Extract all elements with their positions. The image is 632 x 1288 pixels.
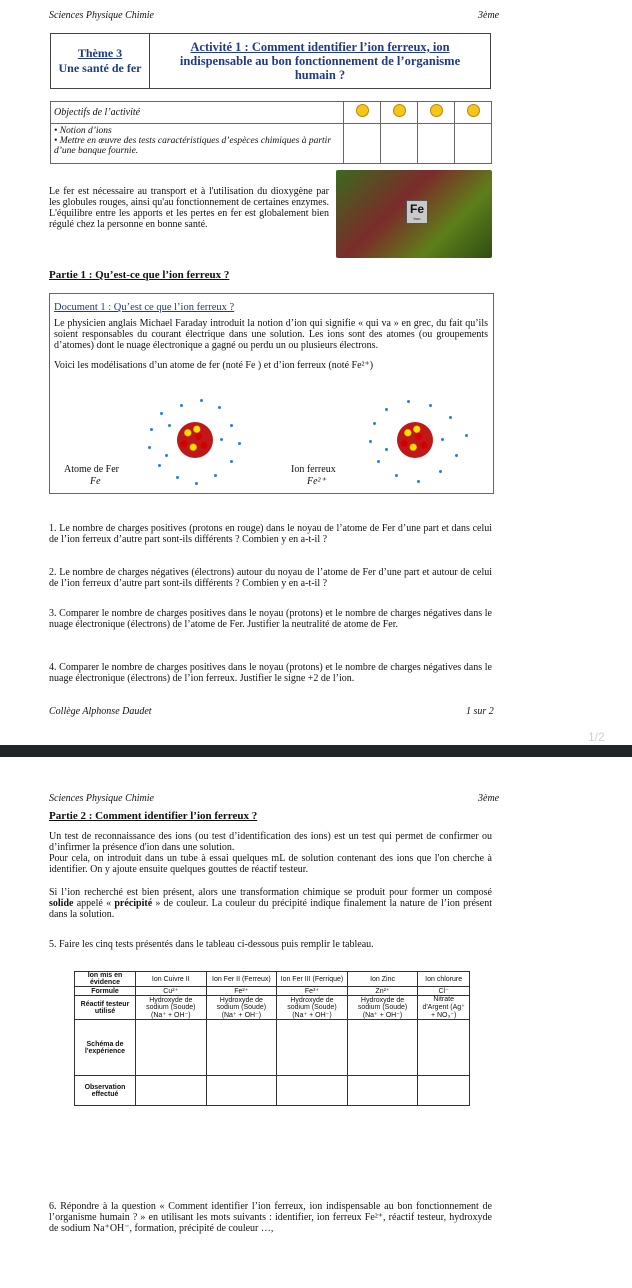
page-counter: 1/2	[588, 730, 605, 744]
electron	[429, 404, 432, 407]
cell-schema-empty[interactable]	[418, 1020, 470, 1076]
question-3: 3. Comparer le nombre de charges positives dans le noyau (protons) et le nombre de charges négatives dans le nuage électronique (électrons) de l’atome de Fer. Justifier la neutralité de atome de Fer.	[49, 608, 492, 630]
smile-smiley-icon	[393, 104, 406, 117]
activity-title-cell	[150, 34, 491, 89]
theme-subtitle: Une santé de fer	[58, 61, 142, 75]
sad-smiley-icon	[467, 104, 480, 117]
question-2: 2. Le nombre de charges négatives (électrons) autour du noyau de l’atome de Fer d’une part et autour de celui de l’ion ferreux d’autre part sont-ils différents ? Combien y en a-t-il ?	[49, 567, 492, 589]
page1-header-right: 3ème	[478, 10, 500, 21]
electron	[455, 454, 458, 457]
ion-symbol: Fe²⁺	[307, 476, 326, 487]
part2-paragraph-2: Pour cela, on introduit dans un tube à essai quelques mL de solution contenant des ions que l'on cherche à identifier. On y ajoute ensuite quelques gouttes de réactif testeur.	[49, 853, 492, 875]
electron	[385, 448, 388, 451]
cell-formula: Cl⁻	[418, 987, 470, 996]
cell-schema-empty[interactable]	[277, 1020, 348, 1076]
question-5: 5. Faire les cinq tests présentés dans le tableau ci-dessous puis remplir le tableau.	[49, 939, 374, 950]
para3-text-b: appelé «	[73, 898, 115, 909]
electron	[385, 408, 388, 411]
row-header-reagent: Réactif testeur utilisé	[75, 996, 136, 1020]
cell-reagent: Hydroxyde de sodium (Soude) (Na⁺ + OH⁻)	[347, 996, 418, 1020]
electron	[238, 442, 241, 445]
electron	[165, 454, 168, 457]
self-eval-cell[interactable]	[381, 124, 418, 164]
cell-formula: Fe³⁺	[277, 987, 348, 996]
objective-item: • Notion d’ions	[54, 126, 112, 136]
cell-schema-empty[interactable]	[206, 1020, 277, 1076]
page-2	[0, 757, 632, 1288]
electron	[160, 412, 163, 415]
page1-footer-right: 1 sur 2	[466, 706, 494, 717]
atom-symbol: Fe	[90, 476, 101, 487]
objectives-label: Objectifs de l’activité	[51, 102, 344, 124]
row-header-ion: Ion mis en évidence	[75, 972, 136, 987]
cell-formula: Zn²⁺	[347, 987, 418, 996]
page2-header-left: Sciences Physique Chimie	[49, 793, 154, 804]
electron	[439, 470, 442, 473]
theme-title: Thème 3	[77, 46, 123, 60]
smiley-col-3	[418, 102, 455, 124]
electron	[407, 400, 410, 403]
page2-header-right: 3ème	[478, 793, 500, 804]
electron	[150, 428, 153, 431]
smiley-col-4	[455, 102, 492, 124]
electron	[148, 446, 151, 449]
activity-title-line2: indispensable au bon fonctionnement de l’organisme	[179, 54, 461, 68]
para3-bold-solid: solide	[49, 898, 74, 909]
page1-header-left: Sciences Physique Chimie	[49, 10, 154, 21]
cell-observation-empty[interactable]	[418, 1076, 470, 1106]
cell-ion: Ion Fer II (Ferreux)	[206, 972, 277, 987]
row-header-observation: Observation effectué	[75, 1076, 136, 1106]
iron-element-badge: Fe Iron	[406, 200, 428, 224]
electron	[168, 424, 171, 427]
cell-ion: Ion Fer III (Ferrique)	[277, 972, 348, 987]
ferrous-ion-model	[355, 394, 475, 494]
para3-text-a: Si l’ion recherché est bien présent, alors une transformation chimique se produit pour former un composé	[49, 887, 492, 898]
electron	[449, 416, 452, 419]
activity-header-table	[50, 33, 491, 89]
electron	[214, 474, 217, 477]
cell-schema-empty[interactable]	[136, 1020, 207, 1076]
iron-element-badge-sub: Iron	[413, 216, 421, 221]
viewer-gap	[0, 745, 632, 757]
cell-schema-empty[interactable]	[347, 1020, 418, 1076]
document-1-models-text: Voici les modélisations d’un atome de fer (noté Fe ) et d’ion ferreux (noté Fe²⁺)	[54, 360, 374, 371]
cell-observation-empty[interactable]	[277, 1076, 348, 1106]
row-header-formula: Formule	[75, 987, 136, 996]
grin-smiley-icon	[356, 104, 369, 117]
cell-ion: Ion Zinc	[347, 972, 418, 987]
iron-foods-image	[336, 170, 492, 258]
cell-reagent: Hydroxyde de sodium (Soude) (Na⁺ + OH⁻)	[277, 996, 348, 1020]
electron	[369, 440, 372, 443]
electron	[176, 476, 179, 479]
activity-title-line3: humain ?	[294, 68, 346, 82]
self-eval-cell[interactable]	[418, 124, 455, 164]
part2-paragraph-3	[49, 887, 492, 920]
atom-label: Atome de Fer	[64, 464, 119, 475]
electron	[230, 460, 233, 463]
cell-reagent: Nitrate d'Argent (Ag⁺ + NO₃⁻)	[418, 996, 470, 1020]
electron	[230, 424, 233, 427]
electron	[395, 474, 398, 477]
electron	[218, 406, 221, 409]
electron	[373, 422, 376, 425]
smiley-col-1	[344, 102, 381, 124]
objective-item: • Mettre en œuvre des tests caractéristiques d’espèces chimiques à partir d’une banque fournie.	[54, 136, 332, 156]
neutral-smiley-icon	[430, 104, 443, 117]
document-1-title: Document 1 : Qu’est ce que l’ion ferreux ?	[54, 302, 235, 313]
cell-formula: Fe²⁺	[206, 987, 277, 996]
document-1-box	[49, 293, 494, 494]
cell-ion: Ion chlorure	[418, 972, 470, 987]
part2-paragraph-1: Un test de reconnaissance des ions (ou test d’identification des ions) est un test qui permet de confirmer ou d’infirmer la présence d'ion dans une solution.	[49, 831, 492, 853]
document-1-text: Le physicien anglais Michael Faraday introduit la notion d’ion qui signifie « qui va » en grec, du fait qu’ils soient responsables du courant électrique dans une solution. Les ions sont des atomes (ou groupements d’atomes) dont le nuage électronique a gagné ou perdu un ou plusieurs électrons.	[54, 318, 488, 351]
question-4: 4. Comparer le nombre de charges positives dans le noyau (protons) et le nombre de charges négatives dans le nuage électronique (électrons) de l’ion ferreux. Justifier le signe +2 de l’ion.	[49, 662, 492, 684]
electron	[220, 438, 223, 441]
iron-atom-model	[140, 394, 250, 494]
electron	[200, 399, 203, 402]
electron	[195, 482, 198, 485]
cell-reagent: Hydroxyde de sodium (Soude) (Na⁺ + OH⁻)	[206, 996, 277, 1020]
self-eval-cell[interactable]	[344, 124, 381, 164]
part1-title: Partie 1 : Qu’est-ce que l’ion ferreux ?	[49, 269, 230, 281]
cell-reagent: Hydroxyde de sodium (Soude) (Na⁺ + OH⁻)	[136, 996, 207, 1020]
theme-cell	[51, 34, 150, 89]
ion-label: Ion ferreux	[291, 464, 336, 475]
ion-nucleus	[397, 422, 433, 458]
part2-title: Partie 2 : Comment identifier l’ion ferreux ?	[49, 810, 258, 822]
atom-nucleus	[177, 422, 213, 458]
cell-formula: Cu²⁺	[136, 987, 207, 996]
activity-title-line1: Activité 1 : Comment identifier l’ion ferreux, ion	[190, 40, 450, 54]
cell-ion: Ion Cuivre II	[136, 972, 207, 987]
self-eval-cell[interactable]	[455, 124, 492, 164]
intro-paragraph: Le fer est nécessaire au transport et à l'utilisation du dioxygène par les globules rouges, ainsi qu'au fonctionnement de certaines enzymes. L'équilibre entre les apports et les pertes en fer est globalement bien régulé chez la personne en bonne santé.	[49, 186, 329, 230]
electron	[465, 434, 468, 437]
cell-observation-empty[interactable]	[206, 1076, 277, 1106]
question-6: 6. Répondre à la question « Comment identifier l’ion ferreux, ion indispensable au bon fonctionnement de l’organisme humain ? » en utilisant les mots suivants : identifier, ion ferreux Fe²⁺, réactif testeur, hydroxyde de sodium Na⁺OH⁻, formation, précipité de couleur …,	[49, 1201, 492, 1234]
objectives-table	[50, 101, 492, 164]
electron	[441, 438, 444, 441]
page1-footer-left: Collège Alphonse Daudet	[49, 706, 152, 717]
para3-bold-precipite: précipité	[114, 898, 153, 909]
smiley-col-2	[381, 102, 418, 124]
cell-observation-empty[interactable]	[347, 1076, 418, 1106]
cell-observation-empty[interactable]	[136, 1076, 207, 1106]
electron	[180, 404, 183, 407]
objectives-list-cell	[51, 124, 344, 164]
para3-text-c: » de couleur. La couleur du précipité indique finalement la nature de l’ion présent dans la solution.	[49, 898, 493, 920]
ion-tests-table	[74, 971, 470, 1106]
electron	[158, 464, 161, 467]
question-1: 1. Le nombre de charges positives (protons en rouge) dans le noyau de l’atome de Fer d’une part et dans celui de l’ion ferreux d’autre part sont-ils différents ? Combien y en a-t-il ?	[49, 523, 492, 545]
electron	[377, 460, 380, 463]
electron	[417, 480, 420, 483]
row-header-schema: Schéma de l'expérience	[75, 1020, 136, 1076]
